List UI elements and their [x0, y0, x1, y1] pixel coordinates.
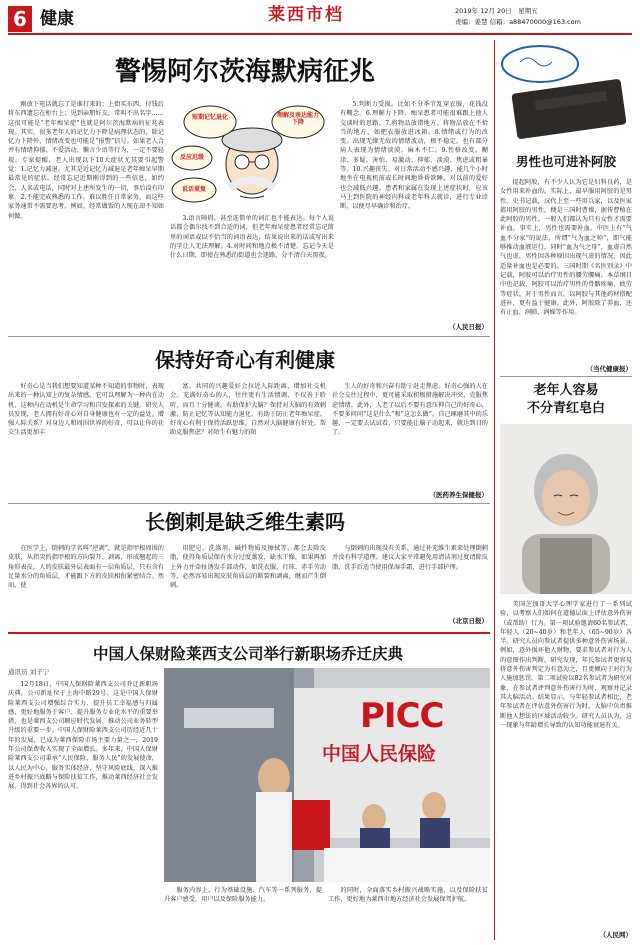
article1-title: 警惕阿尔茨海默病征兆: [114, 57, 375, 87]
cartoon-label-2: 理解及表达能力下降: [276, 112, 319, 126]
cartoon-label-1: 短期记忆退化: [191, 114, 228, 121]
article4-col1: 12月18日，中国人保财险莱西支公司乔迁新职场庆典，公司新址位于上海中路29号。这是中国人保财险莱西支公司增强综合实力、提升员工幸福感与归属感、更好地服务于客户、提升服务专业化水平的重要举措，也是莱西支公司顺应时代发展、推动公司业务转型升级的重要一步。中国人保财险莱西支公司历经近几十年的发展，已成为莱西保险市场主要力量之一，2019年公司保费收入实现了全面增长。多年来，中国人保财险莱西支公司秉承“人民保险，服务人民”的发展使命，以人民为中心，服务实体经济，坚守风险底线，深入推进乡村振兴战略与保险扶贫工作，推动莱西经济社会发展，得到社会各界的认可。: [8, 681, 158, 791]
picc-sign-text: 中国人民保险: [322, 743, 437, 765]
sidebar1-title: 男性也可进补阿胶: [515, 154, 616, 169]
picc-logo: PICC: [360, 696, 444, 736]
article4-col3: 的同时，全面落实乡村振兴战略实施，以及保险扶贫工作，更好地为莱西市地方经济社会发展保驾护航。: [328, 887, 488, 904]
sidebar-divider: [494, 40, 495, 940]
article2-col3: 生人的好奇和兴奋有助于赶走焦虑。好奇心强的人在社会交往过程中，更可能采取积极措施解决冲突，克服焦虑情绪。此外，人老了以后不要有意压抑自己的好奇心，不要多问问“这是什么”和“这怎么做”，自己琢磨其中的乐趣，一定要去试试看，只要能让脑子动起来，就达到目的了。: [332, 383, 488, 437]
cartoon-label-4: 说话重复: [181, 186, 206, 193]
article3-title: 长倒刺是缺乏维生素吗: [145, 510, 345, 534]
article4-title: 中国人保财险莱西支公司举行新职场乔迁庆典: [92, 645, 403, 663]
divider-1: [8, 336, 490, 337]
editor-line: 责编：姜慧 信箱：a88470000@163.com: [455, 18, 581, 26]
article2-source: （医药养生保健报）: [429, 491, 488, 499]
divider-2: [8, 503, 490, 504]
article4-photo: [164, 668, 490, 882]
cartoon-label-3: 反应迟缓: [179, 154, 204, 161]
issue-date: 2019年 12月 20日 星期五: [455, 7, 538, 15]
article2-title: 保持好奇心有利健康: [155, 348, 335, 372]
article4-col2: 服务内容上，行为基础设施、汽车等一系列服务，提升客户感受，用户以及保险服务能力。: [164, 887, 322, 904]
sidebar2-title-line2: 不分青红皂白: [526, 401, 605, 416]
sidebar2-title-line1: 老年人容易: [533, 383, 599, 398]
ejiao-photo: [500, 42, 632, 146]
page-number-badge: 6: [8, 6, 32, 32]
sidebar2-source: （人民网）: [599, 931, 632, 939]
sidebar1-text: 提起阿胶，有不少人认为它是妇科良药，是女性用来补血的。实际上，最早服用阿胶的是男性。史书记载，汉代上至一些用兵家，以及医家都用阿胶的男性，便是三国时曹操，据传曹植在此阿胶的男性。一般人们都认为只有女性才需要补血，事实上，男性也需要补血。中医上有“气血不分家”的说法，所谓“气为血之帅”，即气能够推动血液运行，同时“血为气之母”，血虚自然气也虚，男性因各种原因出现气虚的情况，因此适量补血也是必要的。三国时期《名医别录》中记载，阿胶可以治疗男性的腰劳腰痛。本草纲目中也记载，阿胶可以治疗男性的骨骼疼痛、疲劳等症状。对于男性而言，以阿胶与其他药材搭配进补，更有益于健康。此外，阿胶除了养血，还有止血、润肺、润燥等作用。: [500, 179, 632, 317]
article1-source: （人民日报）: [449, 323, 488, 331]
sidebar2-text: 美国芝加哥大学心理学家进行了一系列试验，以考察人们如何在道德层面上评估意外伤害（或帮助）行为。第一项试验邀请60名参试者，年轻人（20~40岁）和老年人（65~90岁）各半。研究人员向参试者提供多种意外伤害场景，例如，意外损坏他人财物，要求参试者对行为人的意图作出判断。研究发现，年长参试者更容易将意外伤害判定为有意为之，且更倾向于对行为人施加惩罚。第二项试验以82名参试者为研究对象，在参试者评判意外伤害行为时，观察并记录其大脑活动。结果显示，与年轻参试者相比，老年参试者在评估意外伤害行为时，大脑中负责推断他人想法的区域活动较少。研究人员认为，这一现象与年龄增长导致的认知功能衰退有关。: [500, 601, 632, 729]
article1-col1: 刚放下电话就忘了是谁打来的；上街买东西，付钱后将东西遗忘在柜台上；见到亲朋好友，常叫不出名字……这很可能是“老年痴呆症”也就是阿尔茨海默病的征兆表现。其实，很多老年人的记忆力下降是病理状态的，除记忆力下降外，情绪改变也可能是“报警”信号。如果老人合并有情绪抑郁、不爱活动、懒言少语等行为，一定不要轻视。专家提醒，老人出现以下10大症状尤其要引起警觉：1.记忆力减退。尤其是近记忆力减退是老年痴呆早期最常见的症状。经常忘记近期刚得到的一些信息，如约会、人名或电话，同时对上述所发生的一切，事后没有印象。2.不能完成熟悉的工作。难以胜任日常家务，而这些家务通常不需要思考。例如，经常做饭的人现在却不知如何做。: [8, 101, 164, 220]
section-title: 健康: [40, 9, 74, 29]
article3-source: （北京日报）: [449, 617, 488, 625]
article1-col2: 3.语言障碍。甚至连简单的词汇也不能表达。每个人说话都会偶尔找不到合适的词，但老年痴呆症患者经常忘记简单的词语或以不恰当的词语表达，结果说出来的话或写出来的字让人无法理解。4.对时间和地点极不清楚。忘记今天是什么日期，即使在熟悉的街道也会迷路，分不清白天黑夜。: [170, 215, 334, 260]
elderly-woman-photo: [500, 424, 632, 594]
article3-col2: 用肥皂、洗涤剂、碱性物质及擦拭等，都会去除皮脂，使得角质层保有水分过度蒸发，缺水干燥，如果再加上外力并牵扯诱发手部动作，如洗衣服、打球、赤手劳动等，必然容易出现皮肤角质层的断裂和剥离，继而产生倒刺。: [170, 545, 326, 590]
divider-3: [8, 632, 490, 634]
sidebar-divider-1: [500, 376, 632, 377]
article2-col2: 富。共同的兴趣爱好会拉近人际距离，增加社交机会。充满好奇心的人，往往更有生活情调，不仅善于聆听，而且十分健谈。有助保护大脑？保持对大脑的有效刺激，防止记忆等认知能力退化，有助于防止老年痴呆症。好奇心有利于保持活跃思维，自然对大脑健康有好处。帮助克服焦虑？对陌生有魅力的陌: [170, 383, 326, 437]
article4-byline: 通讯员 刘子宁: [8, 668, 50, 676]
article3-col1: 在医学上，倒刺的学名叫“逆剥”，就是指甲根周围的皮肤，从指尖的指甲根的方向裂开、剥离，形成翘起的三角形表皮。人的皮肤最外层表面有一层角质层，只有含有足量水分的角质层，才能跟下方的皮肤相衔紧密结合。然而，使: [8, 545, 164, 590]
header-rule: [8, 33, 632, 35]
article1-cartoon: [170, 100, 334, 210]
article1-col3: 5.判断力受损。比如不分季节乱穿衣服，花钱没有概念。6.理解力下降。痴呆患者可能很难跟上他人交谈时的思路。7.将物品放错地方。将物品放在不恰当的地方，如把衣服放进冰箱。8.情绪或行为的改变。出现无缘无故的情绪波动，极不稳定，也有部分病人表现为情绪淡漠，麻木不仁。9.性格改变。糊涂、多疑、害怕、易激动、抑郁、淡漠、焦虑或粗暴等。10.兴趣丧失。对日常活动不感兴趣，能几个小时地坐在电视机前或长时间地昏昏欲睡，对以前的爱好也会减低兴趣。患者和家属在发现上述症状时，应该马上到医院的神经内科或老年科去就诊，进行专业诊断，以便尽早确诊和治疗。: [340, 101, 488, 211]
sidebar1-source: （当代健康报）: [586, 365, 632, 373]
article2-col1: 好奇心是当我们想要知道某种不知道的事物时，表现出来的一种认知上的复杂情感。它可以理解为一种内在动机，这种内在动机是生命学习和自发探索的关键。研究人员发现，老人拥有好奇心对自身健康也有一定的益处。增强人际关系？对身边人和周围世界的好奇，可以让你的社交生活更加丰: [8, 383, 164, 437]
article3-col3: 与倒刺的出现没有关系，通过补充维生素来处理倒刺并没有科学道理。建议大家平常避免用清洁剂过度清除皮脂，洗手后适当使用保湿手霜，进行手部护理。: [332, 545, 488, 571]
paper-name: 莱西市档: [268, 5, 344, 25]
